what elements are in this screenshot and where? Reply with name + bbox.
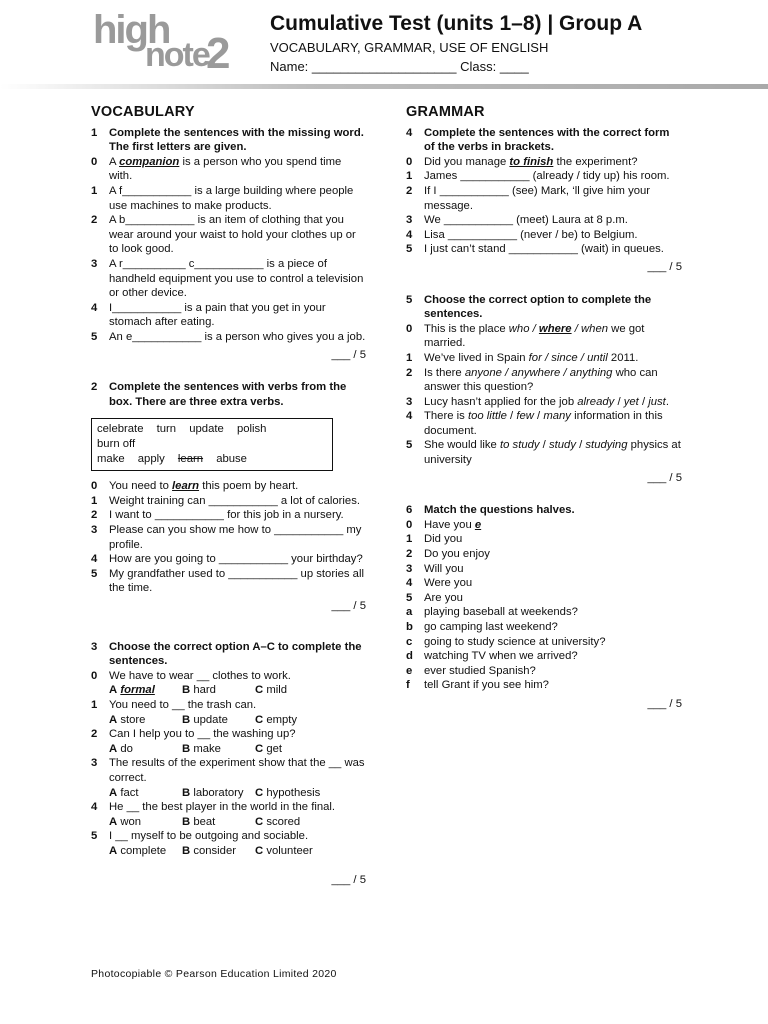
- exercise-2-item-2: 2 I want to ___________ for this job in a nursery.: [91, 509, 344, 522]
- exercise-6-answer-b: b go camping last weekend?: [406, 621, 558, 633]
- exercise-6-question-5: 5 Are you: [406, 591, 463, 604]
- exercise-4-item-2: 2 If I ___________ (see) Mark, ‘ll give him your message.: [406, 184, 651, 212]
- vocabulary-column: [91, 105, 366, 887]
- exercise-3-item-0: 0 We have to wear __ clothes to work. A formal B hard C mild: [91, 669, 291, 697]
- high-note-logo: [93, 8, 243, 78]
- exercise-1-item-3: 3 A r__________ c___________ is a piece of handheld equipment you use to control a television or other device.: [91, 257, 364, 300]
- grammar-column: [406, 105, 682, 712]
- copyright-footer: Photocopiable © Pearson Education Limited 2020: [91, 968, 337, 980]
- box-word: apply: [137, 453, 165, 466]
- exercise-1-item-1: 1 A f___________ is a large building where people use machines to make products.: [91, 184, 354, 212]
- example-answer: to finish: [509, 155, 554, 168]
- exercise-5-instruction: 5 Choose the correct option to complete the sentences.: [406, 293, 652, 321]
- exercise-2-score: ___ / 5: [331, 600, 366, 613]
- exercise-6-score: ___ / 5: [647, 697, 682, 710]
- exercise-6-answer-f: f tell Grant if you see him?: [406, 679, 549, 692]
- example-answer: companion: [119, 155, 180, 168]
- exercise-1-item-5: 5 An e___________ is a person who gives you a job.: [91, 330, 366, 343]
- exercise-4-item-4: 4 Lisa ___________ (never / be) to Belgium.: [406, 228, 638, 241]
- header-divider: [0, 84, 768, 89]
- exercise-2-item-4: 4 How are you going to ___________ your birthday?: [91, 553, 363, 566]
- exercise-6-question-2: 2 Do you enjoy: [406, 548, 490, 561]
- exercise-1-item-0: 0 A companion is a person who you spend time with.: [91, 155, 342, 183]
- exercise-6-question-4: 4 Were you: [406, 577, 473, 590]
- exercise-2-item-1: 1 Weight training can ___________ a lot of calories.: [91, 494, 361, 507]
- exercise-2-item-5: 5 My grandfather used to ___________ up stories all the time.: [91, 567, 364, 595]
- exercise-3-item-4: 4 He __ the best player in the world in the final. A won B beat C scored: [91, 801, 336, 828]
- exercise-4-item-3: 3 We ___________ (meet) Laura at 8 p.m.: [406, 214, 628, 227]
- exercise-1-item-4: 4 I___________ is a pain that you get in your stomach after eating.: [91, 301, 326, 329]
- page-subtitle: VOCABULARY, GRAMMAR, USE OF ENGLISH: [270, 40, 549, 55]
- logo-high-text: high: [93, 8, 170, 52]
- box-word: turn: [156, 423, 177, 436]
- box-word: polish: [236, 423, 267, 436]
- box-word-crossed-out: learn: [177, 453, 204, 466]
- box-word: update: [189, 423, 224, 436]
- word-box: [91, 418, 333, 471]
- box-word: abuse: [216, 453, 247, 466]
- box-word: burn off: [97, 438, 136, 451]
- exercise-5-item-0: 0 This is the place who / where / when we got married.: [406, 322, 645, 350]
- exercise-2-item-3: 3 Please can you show me how to ___________ my profile.: [91, 524, 362, 551]
- exercise-1-score: ___ / 5: [331, 348, 366, 361]
- exercise-3-item-5: 5 I __ myself to be outgoing and sociable. A complete B consider C volunteer: [91, 830, 313, 857]
- grammar-heading: GRAMMAR: [406, 104, 485, 120]
- logo-number: 2: [206, 29, 231, 78]
- exercise-6-question-0: 0 Have you e: [406, 518, 482, 531]
- exercise-5-score: ___ / 5: [647, 471, 682, 484]
- exercise-4-score: ___ / 5: [647, 260, 682, 273]
- exercise-5-item-3: 3 Lucy hasn’t applied for the job already / yet / just.: [406, 395, 669, 408]
- example-answer: e: [474, 518, 482, 531]
- exercise-5-item-2: 2 Is there anyone / anywhere / anything who can answer this question?: [406, 366, 658, 394]
- logo-note-text: note: [145, 36, 209, 74]
- page-title: Cumulative Test (units 1–8) | Group A: [270, 12, 643, 35]
- exercise-1-item-2: 2 A b___________ is an item of clothing that you wear around your waist to hold your clothes up or to look good.: [91, 214, 356, 256]
- box-word: celebrate: [97, 423, 144, 436]
- vocabulary-heading: VOCABULARY: [91, 104, 195, 120]
- example-answer: learn: [172, 480, 200, 493]
- exercise-6-instruction: 6 Match the questions halves.: [406, 504, 575, 517]
- exercise-3-item-1: 1 You need to __ the trash can. A store B update C empty: [91, 699, 298, 726]
- exercise-3-instruction: 3 Choose the correct option A–C to complete the sentences.: [91, 640, 362, 668]
- exercise-1-instruction: 1 Complete the sentences with the missing word. The first letters are given.: [91, 126, 364, 154]
- exercise-4-item-0: 0 Did you manage to finish the experiment?: [406, 155, 638, 168]
- exercise-2-instruction: 2 Complete the sentences with verbs from the box. There are three extra verbs.: [91, 381, 347, 408]
- exercise-6-question-1: 1 Did you: [406, 533, 463, 546]
- exercise-3-item-3: 3 The results of the experiment show that the __ was correct. A fact B laboratory C hypothesis: [91, 757, 365, 799]
- box-word: make: [97, 453, 125, 466]
- exercise-5-item-1: 1 We’ve lived in Spain for / since / until 2011.: [406, 351, 639, 364]
- exercise-4-instruction: 4 Complete the sentences with the correct form of the verbs in brackets.: [406, 126, 670, 154]
- exercise-4-item-5: 5 I just can’t stand ___________ (wait) in queues.: [406, 243, 664, 256]
- name-class-line: Name: ____________________ Class: ____: [270, 59, 529, 74]
- exercise-6-question-3: 3 Will you: [406, 562, 464, 575]
- exercise-5-item-4: 4 There is too little / few / many information in this document.: [406, 410, 663, 437]
- exercise-2-item-0: 0 You need to learn this poem by heart.: [91, 480, 299, 493]
- exercise-6-answer-c: c going to study science at university?: [406, 635, 606, 648]
- example-answer: formal: [120, 684, 155, 697]
- exercise-3-item-2: 2 Can I help you to __ the washing up? A do B make C get: [91, 728, 296, 755]
- exercise-6-answer-d: d watching TV when we arrived?: [406, 650, 578, 663]
- exercise-6-answer-e: e ever studied Spanish?: [406, 664, 536, 677]
- exercise-5-item-5: 5 She would like to study / study / studying physics at university: [406, 439, 681, 467]
- example-answer: where: [538, 322, 572, 335]
- exercise-3-score: ___ / 5: [331, 873, 366, 886]
- exercise-4-item-1: 1 James ___________ (already / tidy up) his room.: [406, 170, 670, 183]
- exercise-6-answer-a: a playing baseball at weekends?: [406, 606, 578, 619]
